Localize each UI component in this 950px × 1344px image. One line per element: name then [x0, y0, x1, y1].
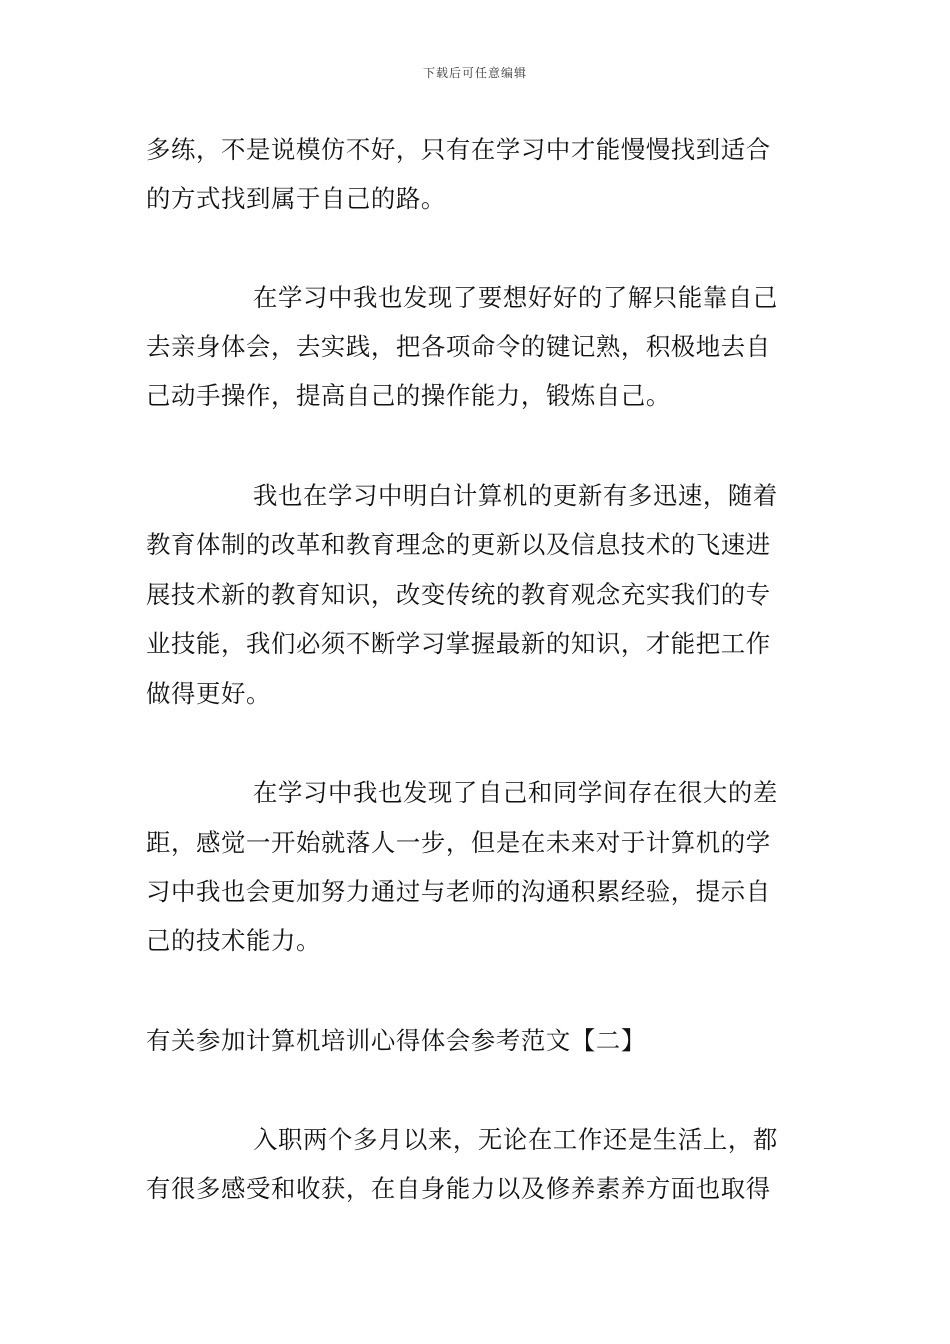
paragraph-line: 距，感觉一开始就落人一步，但是在未来对于计算机的学: [146, 828, 771, 857]
paragraph-line: 在学习中我也发现了要想好好的了解只能靠自己: [253, 283, 778, 312]
header-note: 下载后可任意编辑: [422, 66, 527, 80]
paragraph-line: 我也在学习中明白计算机的更新有多迅速，随着: [253, 481, 778, 510]
paragraph-line: 做得更好。: [146, 679, 271, 708]
paragraph-line: 习中我也会更加努力通过与老师的沟通积累经验，提示自: [146, 877, 771, 906]
paragraph-line: 己的技术能力。: [146, 926, 321, 955]
paragraph-line: 去亲身体会，去实践，把各项命令的键记熟，积极地去自: [146, 332, 771, 361]
paragraph-line: 多练，不是说模仿不好，只有在学习中才能慢慢找到适合: [146, 135, 771, 164]
paragraph-line: 教育体制的改革和教育理念的更新以及信息技术的飞速进: [146, 530, 771, 559]
paragraph-line: 己动手操作，提高自己的操作能力，锻炼自己。: [146, 381, 671, 410]
paragraph-line: 展技术新的教育知识，改变传统的教育观念充实我们的专: [146, 580, 771, 609]
section-heading: 有关参加计算机培训心得体会参考范文【二】: [146, 1026, 646, 1055]
paragraph-line: 的方式找到属于自己的路。: [146, 184, 446, 213]
paragraph-line: 有很多感受和收获，在自身能力以及修养素养方面也取得: [146, 1174, 771, 1203]
paragraph-line: 在学习中我也发现了自己和同学间存在很大的差: [253, 778, 778, 807]
paragraph-line: 业技能，我们必须不断学习掌握最新的知识，才能把工作: [146, 629, 771, 658]
paragraph-line: 入职两个多月以来，无论在工作还是生活上，都: [253, 1125, 778, 1154]
